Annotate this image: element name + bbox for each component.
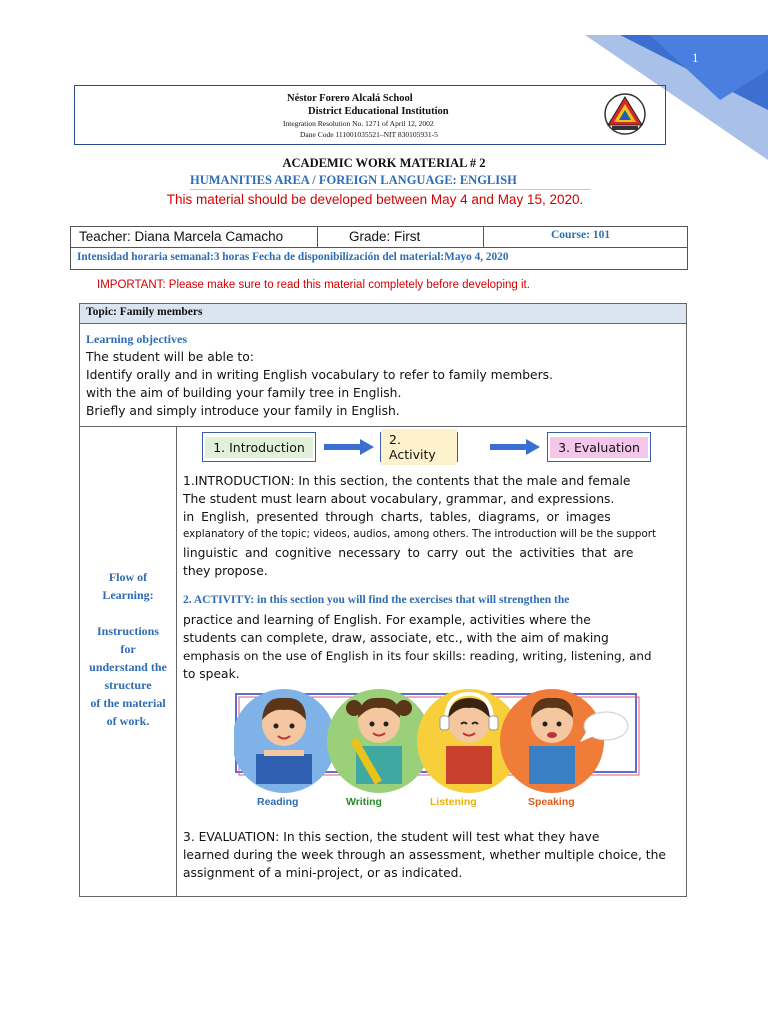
dates-note: This material should be developed between May 4 and May 15, 2020. [166,192,584,207]
info-col-divider [483,227,484,247]
flow-step-label: 3. Evaluation [550,437,648,458]
side-label-line [80,604,176,622]
flow-step-introduction [202,432,316,462]
evaluation-line: 3. EVALUATION: In this section, the student will test what they have [183,830,600,844]
flow-side-label [80,568,176,730]
grade-cell: Grade: First [349,229,421,244]
flow-step-label: 1. Introduction [205,437,313,458]
activity-line: students can complete, draw, associate, etc., with the aim of making [183,631,609,645]
side-label-line: of work. [106,714,150,728]
objective-line: with the aim of building your family tree in English. [86,386,402,400]
page-number: 1 [692,50,699,65]
objectives-heading: Learning objectives [86,332,187,346]
side-label-line: Instructions [96,624,159,638]
flow-step-label: 2. Activity [381,429,457,465]
language-skills-illustration [234,686,640,806]
resolution-text: Integration Resolution No. 1271 of April 12, 2002 [283,119,434,128]
info-col-divider [317,227,318,247]
side-col-divider [176,426,177,896]
school-name: Néstor Forero Alcalá School [287,93,413,104]
flow-step-activity [380,432,458,462]
course-cell: Course: 101 [551,229,611,241]
activity-line: emphasis on the use of English in its four skills: reading, writing, listening, and [183,649,652,663]
intro-line: linguistic and cognitive necessary to carry out the activities that are [183,546,634,560]
activity-line: practice and learning of English. For example, activities where the [183,613,591,627]
topic-label: Topic: Family members [86,306,203,318]
info-row-divider [71,247,687,248]
institution-name: District Educational Institution [308,106,449,117]
activity-line: to speak. [183,667,240,681]
skill-label-listening: Listening [430,796,477,808]
skill-label-writing: Writing [346,796,382,808]
intro-line: 1.INTRODUCTION: In this section, the contents that the male and female [183,474,631,488]
flow-step-evaluation [547,432,651,462]
intro-line: explanatory of the topic; videos, audios, among others. The introduction will be the support [183,528,657,540]
side-label-line: structure [104,678,152,692]
objectives-divider [80,426,686,427]
arrow-right-icon [490,438,540,456]
side-label-line: Learning: [102,588,154,602]
skill-label-reading: Reading [257,796,299,808]
teacher-cell: Teacher: Diana Marcela Camacho [79,229,284,244]
intro-line: The student must learn about vocabulary, grammar, and expressions. [183,492,615,506]
skill-label-speaking: Speaking [528,796,575,808]
objective-line: The student will be able to: [86,350,254,364]
material-title: ACADEMIC WORK MATERIAL # 2 [282,156,486,170]
activity-heading: 2. ACTIVITY: in this section you will find the exercises that will strengthen the [183,594,570,606]
info-table [70,226,688,270]
intro-line: in English, presented through charts, tables, diagrams, or images [183,510,611,524]
side-label-line: Flow of [108,570,148,584]
content-table [79,303,687,897]
side-label-line: understand the [89,660,167,674]
intro-line: they propose. [183,564,268,578]
important-note: IMPORTANT: Please make sure to read this material completely before developing it. [97,279,530,291]
side-label-line: of the material [90,696,166,710]
area-title: HUMANITIES AREA / FOREIGN LANGUAGE: ENGLISH [190,173,590,190]
objective-line: Briefly and simply introduce your family in English. [86,404,400,418]
codes-text: Dane Code 111001035521–NIT 830105931-5 [300,130,438,139]
hours-cell: Intensidad horaria semanal:3 horas Fecha de disponibilización del material:Mayo 4, 2020 [77,251,509,263]
arrow-right-icon [324,438,374,456]
topic-row [80,304,686,324]
evaluation-line: learned during the week through an assessment, whether multiple choice, the [183,848,666,862]
school-header [74,85,666,145]
evaluation-line: assignment of a mini-project, or as indicated. [183,866,463,880]
objective-line: Identify orally and in writing English vocabulary to refer to family members. [86,368,553,382]
school-logo-icon [602,92,648,136]
side-label-line: for [120,642,136,656]
